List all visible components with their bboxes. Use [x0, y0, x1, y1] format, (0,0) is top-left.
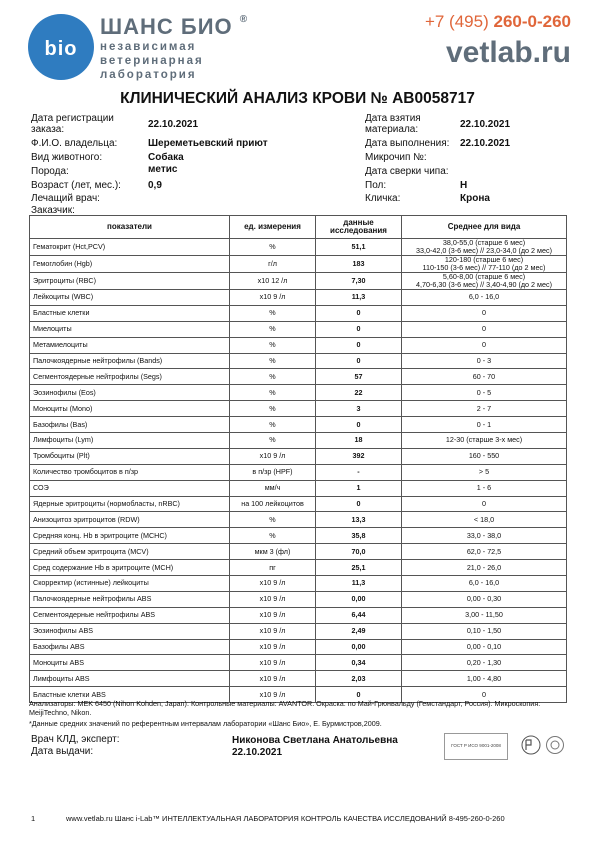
header-reference: Среднее для вида — [402, 216, 567, 239]
table-row — [30, 353, 567, 369]
table-row — [30, 639, 567, 655]
page-number: 1 — [31, 814, 36, 823]
cell-reference: 0 - 5 — [402, 385, 567, 401]
cell-reference: < 18,0 — [402, 512, 567, 528]
table-row — [30, 290, 567, 306]
table-row — [30, 528, 567, 544]
table-header-row — [30, 216, 567, 239]
cell-parameter: Сегментоядерные нейтрофилы ABS — [30, 607, 230, 623]
cell-reference: 60 - 70 — [402, 369, 567, 385]
table-row — [30, 273, 567, 290]
cell-unit: мкм 3 (фл) — [230, 544, 316, 560]
info-value-reg-date: 22.10.2021 — [148, 119, 199, 130]
cell-parameter: Средний объем эритроцита (MCV) — [30, 544, 230, 560]
cell-result: 0,34 — [316, 655, 402, 671]
cell-reference: 5,60-8,00 (старше 6 мес) 4,70-6,30 (3-6 мес) // 3,40-4,90 (до 2 мес) — [402, 273, 567, 290]
cell-result: 51,1 — [316, 239, 402, 256]
cell-unit: x10 12 /л — [230, 273, 316, 290]
cell-result: 3 — [316, 401, 402, 417]
table-row — [30, 448, 567, 464]
cell-unit: x10 9 /л — [230, 639, 316, 655]
table-row — [30, 671, 567, 687]
certification-stamp — [444, 733, 508, 760]
cell-parameter: Миелоциты — [30, 321, 230, 337]
cell-reference: 0 — [402, 305, 567, 321]
info-label-vet: Лечащий врач: — [31, 193, 100, 204]
cell-unit: % — [230, 528, 316, 544]
phone-number[interactable]: +7 (495) 260-0-260 — [424, 12, 571, 31]
cell-unit: % — [230, 385, 316, 401]
footer-text: www.vetlab.ru Шанс i-Lab™ ИНТЕЛЛЕКТУАЛЬНАЯ ЛАБОРАТОРИЯ КОНТРОЛЬ КАЧЕСТВА ИССЛЕДОВАНИЙ 8-495-260-0-260 — [66, 814, 505, 823]
table-row — [30, 401, 567, 417]
cell-unit: x10 9 /л — [230, 655, 316, 671]
cell-reference: 3,00 - 11,50 — [402, 607, 567, 623]
cell-result: 0,00 — [316, 639, 402, 655]
table-row — [30, 464, 567, 480]
table-row — [30, 480, 567, 496]
cell-unit: x10 9 /л — [230, 671, 316, 687]
cell-parameter: Лимфоциты (Lym) — [30, 433, 230, 449]
cell-result: 0 — [316, 687, 402, 703]
info-value-sex: Н — [460, 180, 468, 191]
cell-result: 2,03 — [316, 671, 402, 687]
table-row — [30, 655, 567, 671]
cell-unit: x10 9 /л — [230, 448, 316, 464]
cell-result: - — [316, 464, 402, 480]
cell-parameter: СОЭ — [30, 480, 230, 496]
cell-unit: % — [230, 401, 316, 417]
cell-reference: 38,0-55,0 (старше 6 мес) 33,0-42,0 (3-6 мес) // 23,0-34,0 (до 2 мес) — [402, 239, 567, 256]
cell-parameter: Количество тромбоцитов в п/зр — [30, 464, 230, 480]
cell-result: 0 — [316, 337, 402, 353]
cell-result: 2,49 — [316, 623, 402, 639]
table-row — [30, 623, 567, 639]
cell-reference: 0 - 1 — [402, 417, 567, 433]
cell-parameter: Скорректир (истинные) лейкоциты — [30, 576, 230, 592]
header-unit: ед. измерения — [230, 216, 316, 239]
cell-parameter: Эозинофилы (Eos) — [30, 385, 230, 401]
cell-parameter: Моноциты ABS — [30, 655, 230, 671]
cell-reference: 160 - 550 — [402, 448, 567, 464]
doctor-name: Никонова Светлана Анатольевна — [232, 735, 398, 746]
cell-result: 0 — [316, 305, 402, 321]
info-value-sample-date: 22.10.2021 — [460, 119, 511, 130]
table-row — [30, 591, 567, 607]
cell-unit: x10 9 /л — [230, 576, 316, 592]
table-row — [30, 544, 567, 560]
cell-result: 11,3 — [316, 290, 402, 306]
table-row — [30, 321, 567, 337]
brand-line-3: лаборатория — [100, 69, 197, 81]
cert-badge-icon — [545, 735, 565, 755]
table-row — [30, 337, 567, 353]
table-row — [30, 496, 567, 512]
cell-unit: x10 9 /л — [230, 591, 316, 607]
cell-parameter: Эритроциты (RBC) — [30, 273, 230, 290]
cell-unit: % — [230, 417, 316, 433]
doctor-label: Врач КЛД, эксперт: — [31, 734, 120, 745]
cell-unit: пг — [230, 560, 316, 576]
cell-result: 183 — [316, 256, 402, 273]
cell-parameter: Палочкоядерные нейтрофилы ABS — [30, 591, 230, 607]
cell-parameter: Сегментоядерные нейтрофилы (Segs) — [30, 369, 230, 385]
cell-unit: % — [230, 239, 316, 256]
cell-result: 13,3 — [316, 512, 402, 528]
certification-text: ГОСТ Р ИСО 9001-2008 — [451, 743, 501, 748]
cell-parameter: Моноциты (Mono) — [30, 401, 230, 417]
info-value-age: 0,9 — [148, 180, 162, 191]
info-label-owner: Ф.И.О. владельца: — [31, 138, 118, 149]
cell-result: 0 — [316, 496, 402, 512]
cell-unit: % — [230, 353, 316, 369]
cell-unit: г/л — [230, 256, 316, 273]
cell-result: 70,0 — [316, 544, 402, 560]
cell-unit: x10 9 /л — [230, 623, 316, 639]
table-row — [30, 239, 567, 256]
table-row — [30, 256, 567, 273]
cell-reference: 62,0 - 72,5 — [402, 544, 567, 560]
cell-reference: 0,10 - 1,50 — [402, 623, 567, 639]
cell-unit: на 100 лейкоцитов — [230, 496, 316, 512]
cell-unit: % — [230, 369, 316, 385]
cell-unit: x10 9 /л — [230, 607, 316, 623]
info-label-customer: Заказчик: — [31, 205, 75, 216]
cell-unit: мм/ч — [230, 480, 316, 496]
analyzer-notes: Анализаторы: MEK 6450 (Nihon Kohden, Japan). Контрольные материалы: AVANTOR. Окраска: по Май-Грюнвальду (Гемстандарт, Россия). Микроскопия: MeijiTechno, Nikon. — [29, 699, 541, 717]
cell-result: 0,00 — [316, 591, 402, 607]
table-row — [30, 433, 567, 449]
reference-note: *Данные средних значений по референтным интервалам лаборатории «Шанс Био», Е. Бурмистров,2009. — [29, 719, 382, 728]
logo-text: bio — [44, 38, 78, 60]
cell-result: 6,44 — [316, 607, 402, 623]
header-result: данные исследования — [316, 216, 402, 239]
cell-reference: 21,0 - 26,0 — [402, 560, 567, 576]
info-value-species: Собака — [148, 152, 184, 163]
info-value-completion-date: 22.10.2021 — [460, 138, 511, 149]
cell-unit: x10 9 /л — [230, 290, 316, 306]
table-row — [30, 305, 567, 321]
cell-parameter: Средняя конц. Hb в эритроците (MCHC) — [30, 528, 230, 544]
cell-parameter: Лимфоциты ABS — [30, 671, 230, 687]
cell-parameter: Лейкоциты (WBC) — [30, 290, 230, 306]
cell-parameter: Базофилы (Bas) — [30, 417, 230, 433]
cell-result: 22 — [316, 385, 402, 401]
cell-result: 7,30 — [316, 273, 402, 290]
cell-unit: % — [230, 337, 316, 353]
cell-result: 18 — [316, 433, 402, 449]
info-label-reg-date: Дата регистрации заказа: — [31, 113, 114, 135]
cell-parameter: Метамиелоциты — [30, 337, 230, 353]
table-row — [30, 560, 567, 576]
page-title: КЛИНИЧЕСКИЙ АНАЛИЗ КРОВИ № AB0058717 — [120, 90, 475, 107]
table-row — [30, 512, 567, 528]
cell-parameter: Гемоглобин (Hgb) — [30, 256, 230, 273]
info-label-microchip: Микрочип №: — [365, 152, 427, 163]
cell-result: 0 — [316, 353, 402, 369]
info-value-breed: метис — [148, 164, 178, 175]
cell-result: 57 — [316, 369, 402, 385]
info-label-breed: Порода: — [31, 166, 69, 177]
cell-reference: 0 — [402, 321, 567, 337]
info-value-name: Крона — [460, 193, 490, 204]
cell-parameter: Бластные клетки ABS — [30, 687, 230, 703]
website-link[interactable]: vetlab.ru — [445, 36, 571, 69]
info-label-age: Возраст (лет, мес.): — [31, 180, 121, 191]
cell-result: 0 — [316, 417, 402, 433]
brand-name: ШАНС БИО ® — [100, 14, 249, 39]
cell-reference: 0,00 - 0,10 — [402, 639, 567, 655]
cell-result: 25,1 — [316, 560, 402, 576]
cell-unit: % — [230, 321, 316, 337]
cell-parameter: Бластные клетки — [30, 305, 230, 321]
cell-reference: 12-30 (старше 3-х мес) — [402, 433, 567, 449]
cell-result: 1 — [316, 480, 402, 496]
brand-line-1: независимая — [100, 41, 197, 53]
cell-result: 11,3 — [316, 576, 402, 592]
info-label-sample-date: Дата взятия материала: — [365, 113, 421, 135]
table-row — [30, 576, 567, 592]
cell-parameter: Базофилы ABS — [30, 639, 230, 655]
cell-parameter: Гематокрит (Hct,PCV) — [30, 239, 230, 256]
table-row — [30, 369, 567, 385]
table-row — [30, 417, 567, 433]
brand-line-2: ветеринарная — [100, 55, 204, 67]
rst-mark-icon — [520, 735, 542, 755]
cell-reference: 0 — [402, 496, 567, 512]
cell-reference: > 5 — [402, 464, 567, 480]
cell-reference: 0 - 3 — [402, 353, 567, 369]
cell-reference: 0 — [402, 687, 567, 703]
cell-reference: 6,0 - 16,0 — [402, 290, 567, 306]
cell-parameter: Эозинофилы ABS — [30, 623, 230, 639]
cell-parameter: Палочкоядерные нейтрофилы (Bands) — [30, 353, 230, 369]
cell-parameter: Тромбоциты (Plt) — [30, 448, 230, 464]
cell-reference: 2 - 7 — [402, 401, 567, 417]
info-label-chip-check: Дата сверки чипа: — [365, 166, 449, 177]
cell-reference: 6,0 - 16,0 — [402, 576, 567, 592]
cell-reference: 0,20 - 1,30 — [402, 655, 567, 671]
results-table — [29, 215, 567, 703]
info-label-name: Кличка: — [365, 193, 401, 204]
cell-reference: 0 — [402, 337, 567, 353]
cell-result: 35,8 — [316, 528, 402, 544]
cell-parameter: Ядерные эритроциты (нормобласты, nRBC) — [30, 496, 230, 512]
info-label-completion-date: Дата выполнения: — [365, 138, 450, 149]
cell-unit: % — [230, 433, 316, 449]
cell-parameter: Сред содержание Hb в эритроците (MCH) — [30, 560, 230, 576]
cell-unit: % — [230, 512, 316, 528]
cell-reference: 33,0 - 38,0 — [402, 528, 567, 544]
info-label-sex: Пол: — [365, 180, 387, 191]
cell-unit: % — [230, 305, 316, 321]
cell-unit: в п/зр (HPF) — [230, 464, 316, 480]
issue-date-value: 22.10.2021 — [232, 747, 283, 758]
issue-date-label: Дата выдачи: — [31, 746, 94, 757]
cell-parameter: Анизоцитоз эритроцитов (RDW) — [30, 512, 230, 528]
cell-reference: 120-180 (старше 6 мес) 110-150 (3-6 мес) // 77-110 (до 2 мес) — [402, 256, 567, 273]
table-row — [30, 385, 567, 401]
header-parameter: показатели — [30, 216, 230, 239]
cell-reference: 1,00 - 4,80 — [402, 671, 567, 687]
cell-unit: x10 9 /л — [230, 687, 316, 703]
info-label-species: Вид животного: — [31, 152, 103, 163]
cell-result: 0 — [316, 321, 402, 337]
info-value-owner: Шереметьевский приют — [148, 138, 268, 149]
cell-reference: 1 - 6 — [402, 480, 567, 496]
cell-reference: 0,00 - 0,30 — [402, 591, 567, 607]
table-row — [30, 607, 567, 623]
cell-result: 392 — [316, 448, 402, 464]
